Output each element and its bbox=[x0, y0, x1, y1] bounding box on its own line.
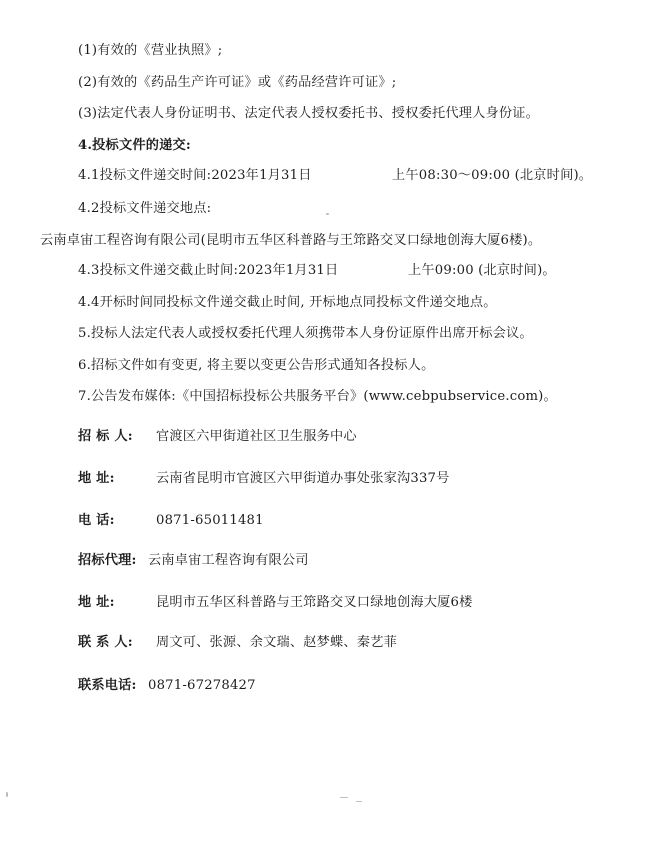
scan-speck bbox=[6, 792, 8, 797]
agent-address-value: 昆明市五华区科普路与王筇路交叉口绿地创海大厦6楼 bbox=[156, 595, 473, 610]
agent-label: 招标代理: bbox=[78, 553, 137, 568]
agent-row bbox=[78, 552, 309, 570]
note-7: 7.公告发布媒体:《中国招标投标公共服务平台》(www.cebpubservice.com)。 bbox=[78, 389, 557, 404]
submission-4-3-time: 上午09:00 (北京时间)。 bbox=[408, 263, 556, 278]
tenderer-phone-value: 0871-65011481 bbox=[156, 513, 264, 528]
submission-4-2-label: 4.2投标文件递交地点: bbox=[78, 201, 212, 216]
agent-value: 云南卓宙工程咨询有限公司 bbox=[148, 553, 309, 568]
submission-heading: 4.投标文件的递交: bbox=[78, 138, 191, 153]
agent-address-label: 地 址: bbox=[78, 595, 115, 610]
submission-4-1-label: 4.1投标文件递交时间:2023年1月31日 bbox=[78, 168, 312, 183]
tenderer-address-value: 云南省昆明市官渡区六甲街道办事处张家沟337号 bbox=[156, 471, 450, 486]
note-5: 5.投标人法定代表人或授权委托代理人须携带本人身份证原件出席开标会议。 bbox=[78, 326, 533, 341]
tenderer-phone-row bbox=[78, 512, 264, 530]
qualification-item-1: (1)有效的《营业执照》; bbox=[78, 43, 223, 58]
contact-person-label: 联 系 人: bbox=[78, 635, 133, 650]
scan-speck bbox=[326, 213, 329, 215]
agent-address-row bbox=[78, 594, 473, 612]
submission-4-1-row bbox=[78, 167, 312, 185]
contact-person-row bbox=[78, 634, 397, 652]
submission-4-1-time: 上午08:30～09:00 (北京时间)。 bbox=[392, 168, 593, 183]
tenderer-address-label: 地 址: bbox=[78, 471, 115, 486]
scan-speck bbox=[340, 797, 348, 798]
tenderer-label: 招 标 人: bbox=[78, 429, 133, 444]
agent-phone-value: 0871-67278427 bbox=[148, 678, 256, 693]
agent-phone-label: 联系电话: bbox=[78, 678, 137, 693]
qualification-item-2: (2)有效的《药品生产许可证》或《药品经营许可证》; bbox=[78, 75, 397, 90]
submission-4-2-address: 云南卓宙工程咨询有限公司(昆明市五华区科普路与王筇路交叉口绿地创海大厦6楼)。 bbox=[40, 233, 542, 248]
contact-person-value: 周文可、张源、余文瑞、赵梦蝶、秦艺菲 bbox=[156, 635, 397, 650]
submission-4-4: 4.4开标时间同投标文件递交截止时间, 开标地点同投标文件递交地点。 bbox=[78, 295, 497, 310]
tenderer-address-row bbox=[78, 470, 450, 488]
scan-speck bbox=[356, 801, 362, 802]
tenderer-value: 官渡区六甲街道社区卫生服务中心 bbox=[156, 429, 357, 444]
agent-phone-row bbox=[78, 677, 256, 695]
tenderer-row bbox=[78, 428, 357, 446]
note-6: 6.招标文件如有变更, 将主要以变更公告形式通知各投标人。 bbox=[78, 358, 435, 373]
qualification-item-3: (3)法定代表人身份证明书、法定代表人授权委托书、授权委托代理人身份证。 bbox=[78, 106, 540, 121]
submission-4-3-label: 4.3投标文件递交截止时间:2023年1月31日 bbox=[78, 263, 339, 278]
tenderer-phone-label: 电 话: bbox=[78, 513, 115, 528]
